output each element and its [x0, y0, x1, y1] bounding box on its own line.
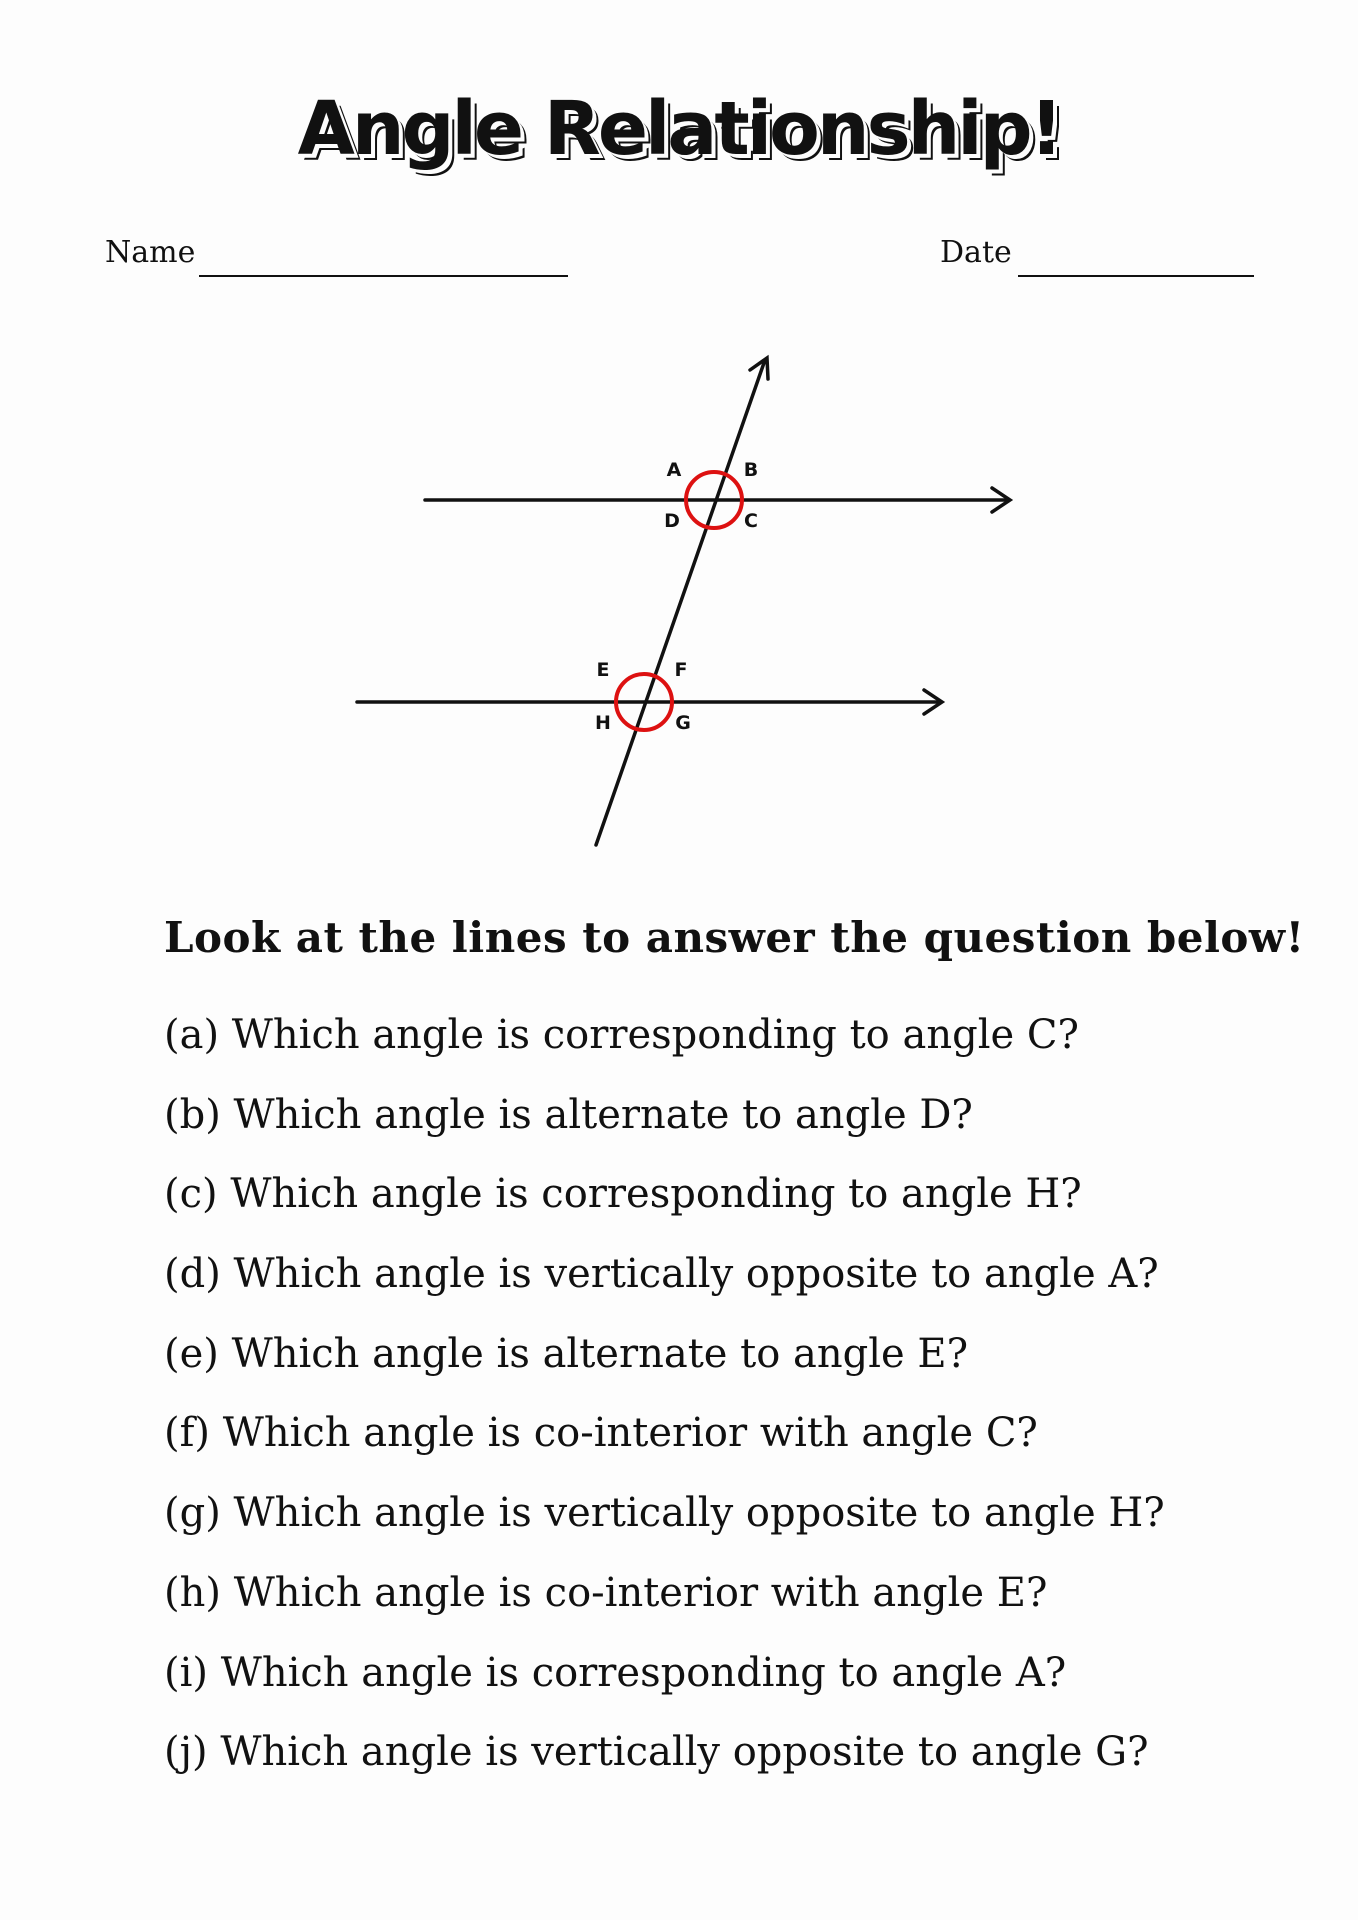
question-e: (e) Which angle is alternate to angle E? — [164, 1330, 969, 1377]
worksheet-title: Angle Relationship! — [297, 86, 1061, 172]
question-d: (d) Which angle is vertically opposite to angle A? — [164, 1251, 1159, 1298]
question-g: (g) Which angle is vertically opposite to angle H? — [164, 1490, 1165, 1537]
question-f: (f) Which angle is co-interior with angle C? — [164, 1410, 1038, 1457]
question-b: (b) Which angle is alternate to angle D? — [164, 1091, 973, 1138]
date-label: Date — [940, 235, 1012, 270]
question-h: (h) Which angle is co-interior with angle E? — [164, 1569, 1048, 1616]
angle-label-f: F — [674, 659, 688, 681]
instructions-heading: Look at the lines to answer the question below! — [164, 913, 1305, 962]
parallel-lines-diagram — [0, 0, 1358, 900]
question-j: (j) Which angle is vertically opposite to angle G? — [164, 1729, 1149, 1776]
angle-label-c: C — [744, 510, 758, 532]
angle-label-d: D — [664, 510, 680, 532]
angle-label-a: A — [666, 459, 682, 481]
question-c: (c) Which angle is corresponding to angle H? — [164, 1171, 1082, 1218]
angle-label-h: H — [595, 712, 611, 734]
question-list — [164, 1012, 1165, 1809]
question-a: (a) Which angle is corresponding to angle C? — [164, 1012, 1079, 1058]
angle-label-b: B — [743, 459, 759, 481]
angle-label-g: G — [675, 712, 691, 734]
question-i: (i) Which angle is corresponding to angle A? — [164, 1649, 1067, 1696]
angle-label-e: E — [596, 659, 610, 681]
name-label: Name — [105, 235, 196, 270]
transversal-line — [596, 360, 765, 845]
